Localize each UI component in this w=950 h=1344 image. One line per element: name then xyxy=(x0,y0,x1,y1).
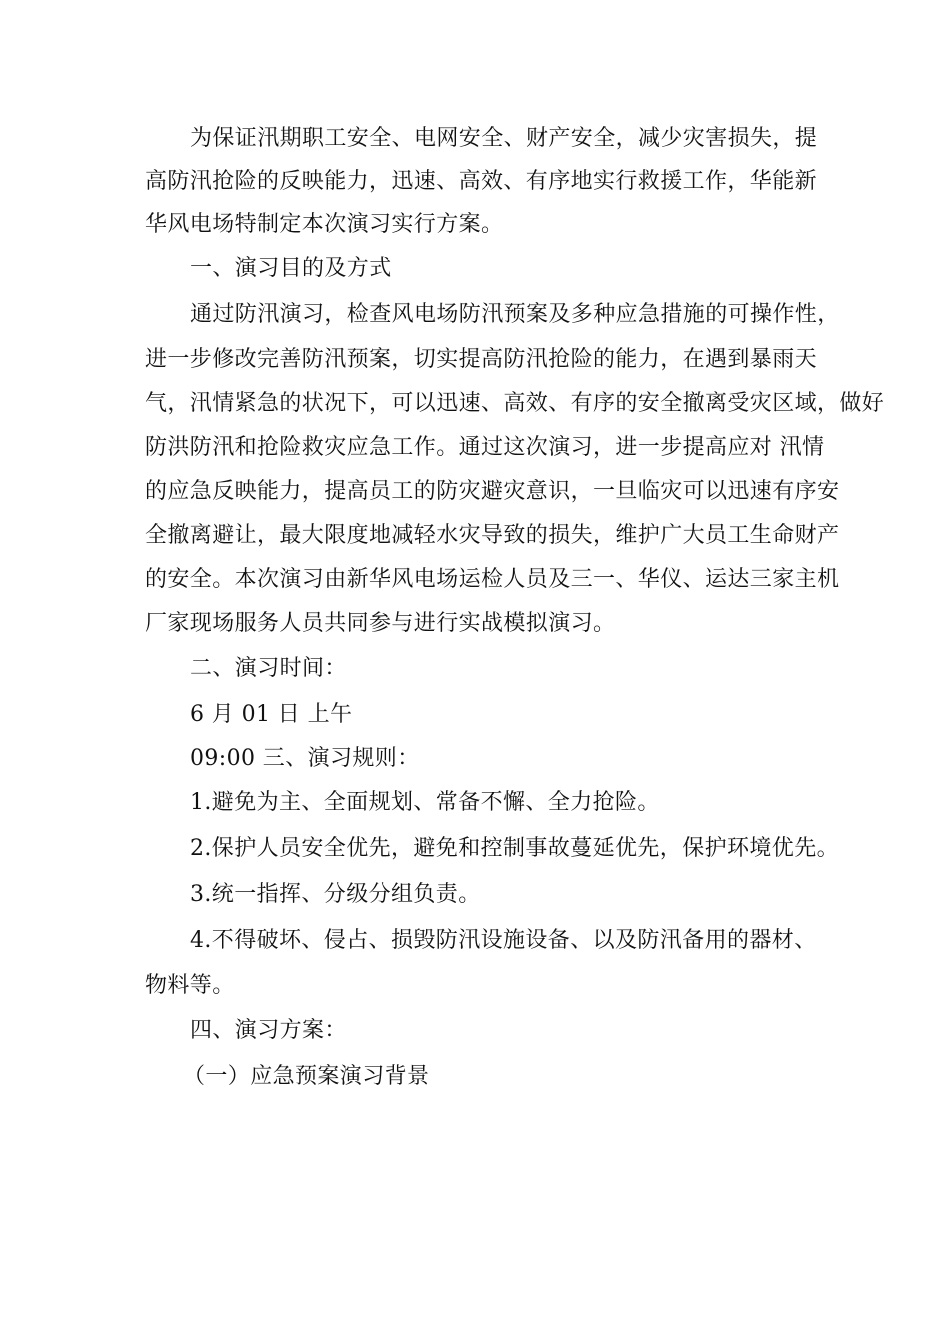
section-heading-time: 二、演习时间： xyxy=(190,656,347,681)
rule-item-1: 1.避免为主、全面规划、常备不懈、全力抢险。 xyxy=(190,790,660,815)
intro-line-2: 高防汛抢险的反映能力，迅速、高效、有序地实行救援工作，华能新 xyxy=(145,169,818,194)
purpose-line-5: 的应急反映能力，提高员工的防灾避灾意识，一旦临灾可以迅速有序安 xyxy=(145,479,840,504)
section-heading-purpose: 一、演习目的及方式 xyxy=(190,256,392,281)
intro-line-1: 为保证汛期职工安全、电网安全、财产安全，减少灾害损失，提 xyxy=(190,126,818,151)
rule-item-4: 4.不得破坏、侵占、损毁防汛设施设备、以及防汛备用的器材、 xyxy=(190,928,817,953)
intro-line-3: 华风电场特制定本次演习实行方案。 xyxy=(145,212,504,237)
drill-time-and-rules-heading: 09:00 三、演习规则： xyxy=(190,746,420,771)
purpose-line-4: 防洪防汛和抢险救灾应急工作。通过这次演习，进一步提高应对 汛情 xyxy=(145,435,825,460)
purpose-line-1: 通过防汛演习，检查风电场防汛预案及多种应急措施的可操作性， xyxy=(190,302,840,327)
rule-item-2: 2.保护人员安全优先，避免和控制事故蔓延优先，保护环境优先。 xyxy=(190,836,839,861)
purpose-line-7: 的安全。本次演习由新华风电场运检人员及三一、华仪、运达三家主机 xyxy=(145,567,840,592)
purpose-line-6: 全撤离避让，最大限度地减轻水灾导致的损失，维护广大员工生命财产 xyxy=(145,523,840,548)
purpose-line-8: 厂家现场服务人员共同参与进行实战模拟演习。 xyxy=(145,611,616,636)
rule-item-3: 3.统一指挥、分级分组负责。 xyxy=(190,882,481,907)
rule-item-4-continued: 物料等。 xyxy=(145,973,235,998)
purpose-line-3: 气，汛情紧急的状况下，可以迅速、高效、有序的安全撤离受灾区域，做好 xyxy=(145,391,885,416)
section-heading-plan: 四、演习方案： xyxy=(190,1018,347,1043)
drill-date: 6 月 01 日 上午 xyxy=(190,702,353,727)
subsection-heading-background: （一）应急预案演习背景 xyxy=(183,1064,430,1089)
purpose-line-2: 进一步修改完善防汛预案，切实提高防汛抢险的能力，在遇到暴雨天 xyxy=(145,347,818,372)
